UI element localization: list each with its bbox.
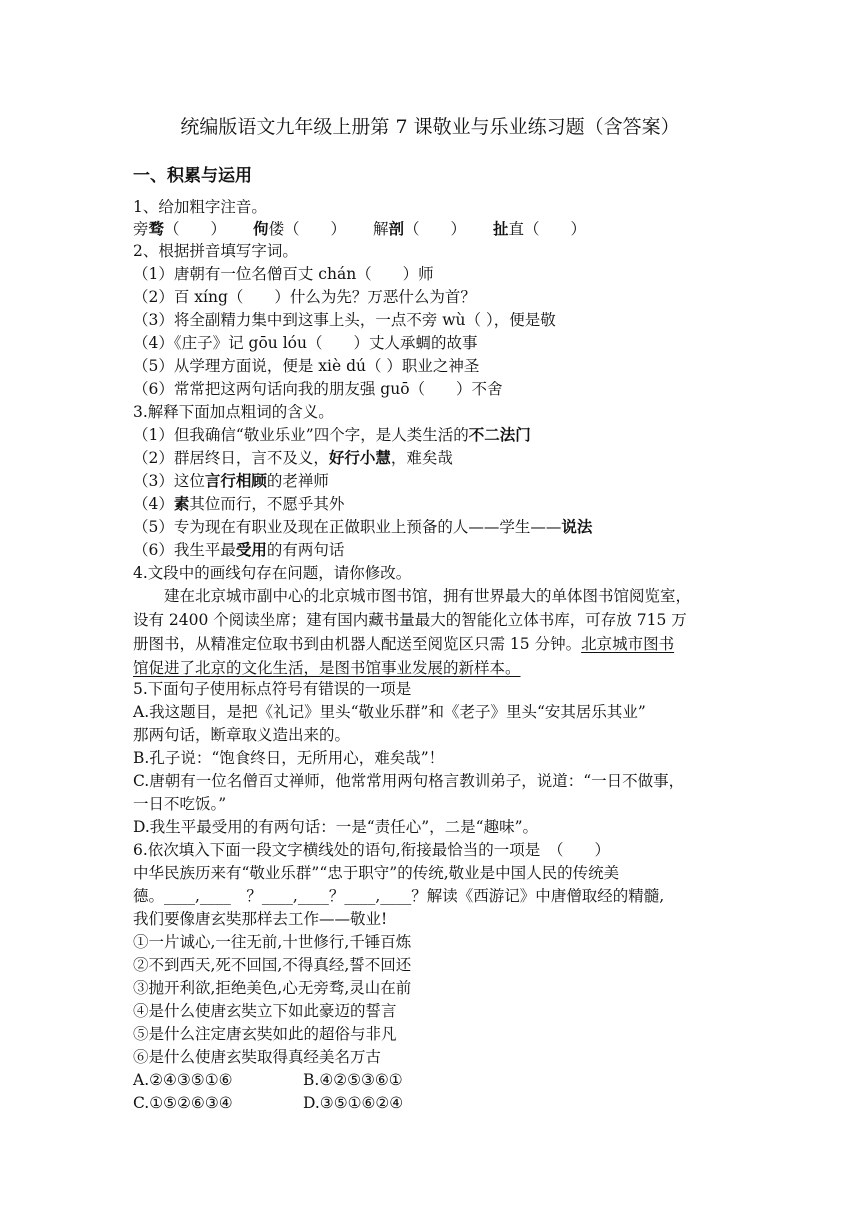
q5-option-line: B.孔子说：“饱食终日，无所用心，难矣哉”！ (133, 749, 445, 767)
q5-option-line: A.我这题目，是把《礼记》里头“敬业乐群”和《老子》里头“安其居乐其业” (133, 703, 646, 721)
q1-item: 佝偻（ ） (252, 219, 347, 238)
q6-option-a: A.②④③⑤①⑥ (133, 1071, 233, 1089)
q1-item: 解剖（ ） (372, 219, 466, 238)
q2-line: （4）《庄子》记 gōu lóu（ ）丈人承蜩的故事 (133, 334, 478, 352)
q1-item: 旁骛（ ） (133, 219, 227, 238)
q6-sentence: ①一片诚心,一往无前,十世修行,千锤百炼 (133, 933, 412, 951)
q6-sentence: ⑤是什么注定唐玄奘如此的超俗与非凡 (133, 1025, 397, 1043)
q6-sentence: ③抛开利欲,拒绝美色,心无旁骛,灵山在前 (133, 979, 412, 997)
q5-option-line: 那两句话，断章取义造出来的。 (133, 726, 351, 744)
q3-line: （4）素其位而行，不愿乎其外 (133, 494, 345, 513)
underlined-sentence: 馆促进了北京的文化生活，是图书馆事业发展的新样本。 (133, 659, 521, 677)
q4-stem: 4.文段中的画线句存在问题，请你修改。 (133, 564, 412, 582)
q5-option-line: C.唐朝有一位名僧百丈禅师，他常常用两句格言教训弟子，说道：“一日不做事， (133, 772, 685, 790)
q2-line: （2）百 xíng（ ）什么为先？万恶什么为首？ (133, 288, 476, 306)
q6-sentence: ⑥是什么使唐玄奘取得真经美名万古 (133, 1048, 382, 1066)
q3-line: （2）群居终日，言不及义，好行小慧，难矣哉 (133, 448, 453, 467)
q4-passage-line: 设有 2400 个阅读坐席；建有国内藏书量最大的智能化立体书库，可存放 715 万 (133, 611, 687, 629)
q6-option-c: C.①⑤②⑥③④ (133, 1094, 233, 1112)
q3-line: （1）但我确信“敬业乐业”四个字，是人类生活的不二法门 (133, 425, 531, 444)
section-heading: 一、积累与运用 (133, 166, 252, 186)
q5-option-line: D.我生平最受用的有两句话：一是“责任心”，二是“趣味”。 (133, 818, 538, 836)
underlined-sentence: 北京城市图书 (581, 635, 675, 653)
q4-passage-line (133, 657, 521, 679)
q6-option-b: B.④②⑤③⑥① (303, 1071, 403, 1089)
q5-option-line: 一日不吃饭。” (133, 795, 227, 813)
q5-stem: 5.下面句子使用标点符号有错误的一项是 (133, 680, 412, 698)
q3-line: （3）这位言行相顾的老禅师 (133, 471, 329, 490)
q1-item: 扯直（ ） (492, 219, 586, 238)
q6-sentence: ②不到西天,死不回国,不得真经,誓不回还 (133, 956, 412, 974)
q4-passage-line: 建在北京城市副中心的北京城市图书馆，拥有世界最大的单体图书馆阅览室， (133, 587, 692, 605)
q2-line: （3）将全副精力集中到这事上头，一点不旁 wù（ ），便是敬 (133, 311, 556, 329)
q6-passage-line: 中华民族历来有“敬业乐群”“忠于职守”的传统,敬业是中国人民的传统美 (133, 864, 620, 882)
q1-stem: 1、给加粗字注音。 (133, 198, 267, 216)
q2-line: （6）常常把这两句话向我的朋友强 guō（ ）不舍 (133, 380, 503, 398)
q2-stem: 2、根据拼音填写字词。 (133, 242, 298, 260)
q2-line: （1）唐朝有一位名僧百丈 chán（ ）师 (133, 265, 434, 283)
q3-line: （5）专为现在有职业及现在正做职业上预备的人——学生——说法 (133, 517, 593, 536)
q4-passage-line: 册图书，从精准定位取书到由机器人配送至阅览区只需 15 分钟。北京城市图书 (133, 635, 675, 653)
page-title: 统编版语文九年级上册第 7 课敬业与乐业练习题（含答案） (180, 116, 680, 138)
q1-items (133, 218, 586, 240)
q6-passage-line: 我们要像唐玄奘那样去工作——敬业! (133, 910, 388, 928)
q2-line: （5）从学理方面说，便是 xiè dú（ ）职业之神圣 (133, 357, 480, 375)
q6-option-d: D.③⑤①⑥②④ (303, 1094, 404, 1112)
q6-passage-line: 德。____,____ ？____,____？____,____？解读《西游记》中唐僧取经的精髓, (133, 887, 665, 905)
q3-stem: 3.解释下面加点粗词的含义。 (133, 403, 334, 421)
q6-sentence: ④是什么使唐玄奘立下如此豪迈的誓言 (133, 1002, 397, 1020)
q3-line: （6）我生平最受用的有两句话 (133, 540, 345, 559)
q6-stem: 6.依次填入下面一段文字横线处的语句,衔接最恰当的一项是 （ ） (133, 841, 610, 859)
